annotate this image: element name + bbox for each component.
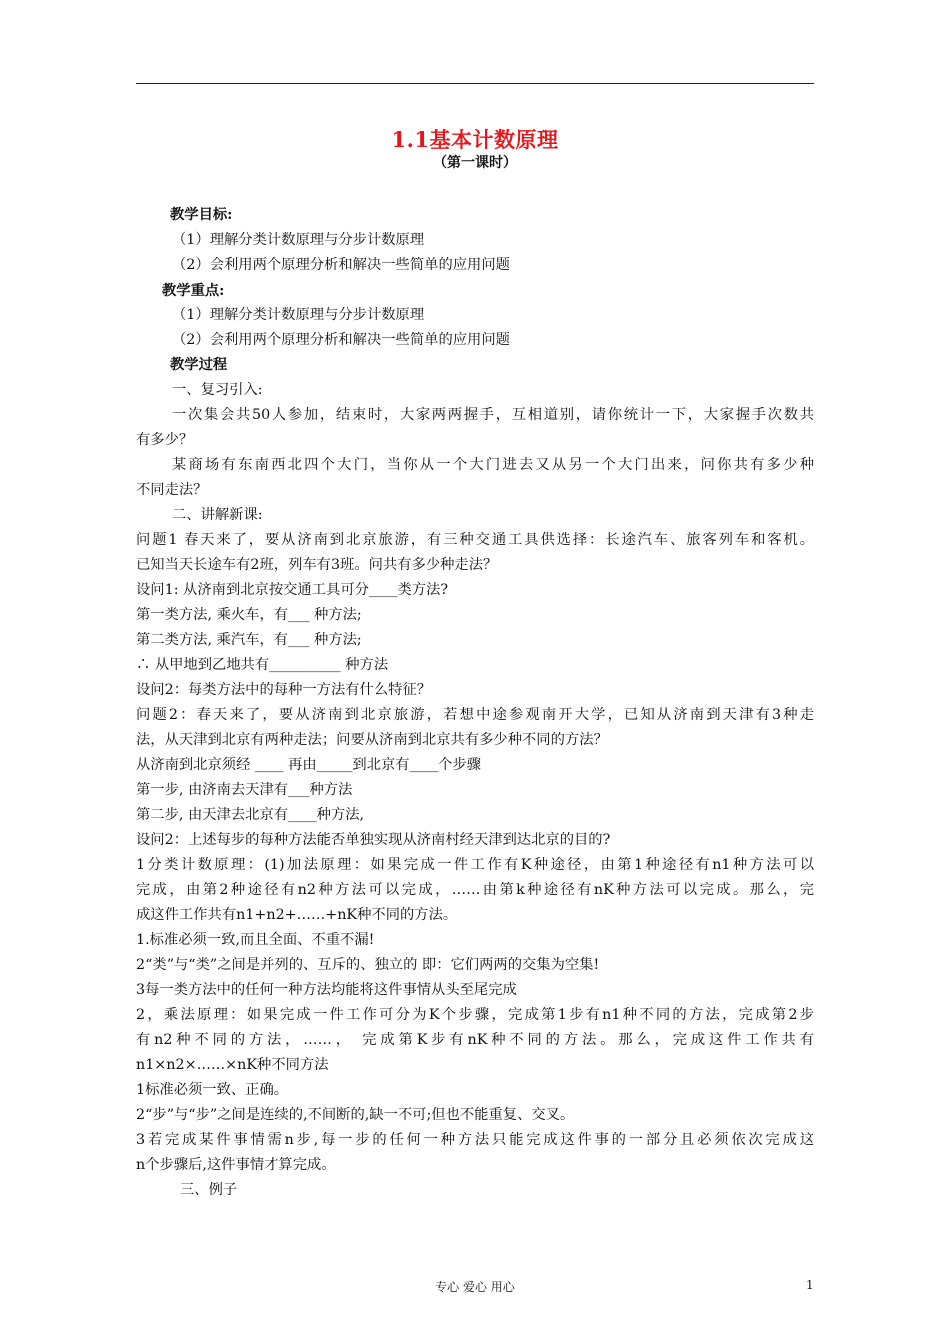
page-title: 1.1基本计数原理 — [391, 127, 559, 152]
text-line: 2“步”与“步”之间是连续的,不间断的,缺一不可;但也不能重复、交叉。 — [136, 1107, 575, 1123]
section-new-lesson: 二、讲解新课: — [172, 507, 263, 523]
text-line: n1×n2×……×nK种不同方法 — [136, 1057, 329, 1073]
objective-2: （2）会利用两个原理分析和解决一些简单的应用问题 — [172, 257, 510, 273]
text-line: 2，乘法原理：如果完成一件工作可分为K个步骤，完成第1步有n1种不同的方法，完成第2步 — [136, 1007, 814, 1023]
text-line: 问题1 春天来了，要从济南到北京旅游，有三种交通工具供选择：长途汽车、旅客列车和客机。 — [136, 532, 814, 548]
text-line: 第二步, 由天津去北京有____种方法, — [136, 807, 365, 823]
text-line: 设问2：每类方法中的每种一方法有什么特征？ — [136, 682, 432, 698]
text-line: 某商场有东南西北四个大门，当你从一个大门进去又从另一个大门出来，问你共有多少种 — [172, 457, 814, 473]
text-line: 2“类”与“类”之间是并列的、互斥的、独立的 即：它们两两的交集为空集! — [136, 957, 600, 973]
heading-process: 教学过程 — [170, 357, 228, 373]
text-line: 从济南到北京须经 ____ 再由_____到北京有____个步骤 — [136, 757, 482, 773]
text-line: 设问2：上述每步的每种方法能否单独实现从济南村经天津到达北京的目的? — [136, 832, 611, 848]
text-line: 有n2种不同的方法，……， 完成第K步有nK种不同的方法。那么，完成这件工作共有 — [136, 1032, 814, 1048]
text-line: 3若完成某件事情需n步,每一步的任何一种方法只能完成这件事的一部分且必须依次完成这 — [136, 1132, 814, 1148]
page-subtitle: （第一课时） — [433, 155, 517, 171]
text-line: 问题2：春天来了，要从济南到北京旅游，若想中途参观南开大学，已知从济南到天津有3种走 — [136, 707, 814, 723]
text-line: 3每一类方法中的任何一种方法均能将这件事情从头至尾完成 — [136, 982, 517, 998]
header-rule — [136, 83, 814, 84]
text-line: n个步骤后,这件事情才算完成。 — [136, 1157, 336, 1173]
section-examples: 三、例子 — [180, 1182, 238, 1198]
text-line: 一次集会共50人参加，结束时，大家两两握手，互相道别，请你统计一下，大家握手次数共 — [172, 407, 814, 423]
text-line: 完成，由第2种途径有n2种方法可以完成，……由第k种途径有nK种方法可以完成。那么，完 — [136, 882, 814, 898]
key-point-2: （2）会利用两个原理分析和解决一些简单的应用问题 — [172, 332, 510, 348]
text-line: 1.标准必须一致,而且全面、不重不漏! — [136, 932, 375, 948]
text-line: 设问1: 从济南到北京按交通工具可分____类方法? — [136, 582, 449, 598]
text-line: 有多少？ — [136, 432, 194, 448]
text-line: ∴ 从甲地到乙地共有__________ 种方法 — [136, 657, 389, 673]
page-number: 1 — [806, 1278, 814, 1292]
text-line: 已知当天长途车有2班，列车有3班。问共有多少种走法？ — [136, 557, 498, 573]
text-line: 第一步, 由济南去天津有___种方法 — [136, 782, 353, 798]
heading-objectives: 教学目标: — [170, 207, 233, 223]
section-review: 一、复习引入: — [172, 382, 263, 398]
text-line: 1分类计数原理：(1)加法原理：如果完成一件工作有K种途径，由第1种途径有n1种方法可以 — [136, 857, 814, 873]
objective-1: （1）理解分类计数原理与分步计数原理 — [172, 232, 425, 248]
text-line: 成这件工作共有n1+n2+……+nK种不同的方法。 — [136, 907, 458, 923]
text-line: 1标准必须一致、正确。 — [136, 1082, 289, 1098]
heading-key-points: 教学重点: — [162, 283, 225, 299]
key-point-1: （1）理解分类计数原理与分步计数原理 — [172, 307, 425, 323]
text-line: 第二类方法, 乘汽车，有___ 种方法; — [136, 632, 362, 648]
text-line: 第一类方法, 乘火车，有___ 种方法; — [136, 607, 362, 623]
page-footer: 专心 爱心 用心 — [435, 1280, 515, 1294]
text-line: 法，从天津到北京有两种走法；问要从济南到北京共有多少种不同的方法？ — [136, 732, 608, 748]
text-line: 不同走法？ — [136, 482, 208, 498]
